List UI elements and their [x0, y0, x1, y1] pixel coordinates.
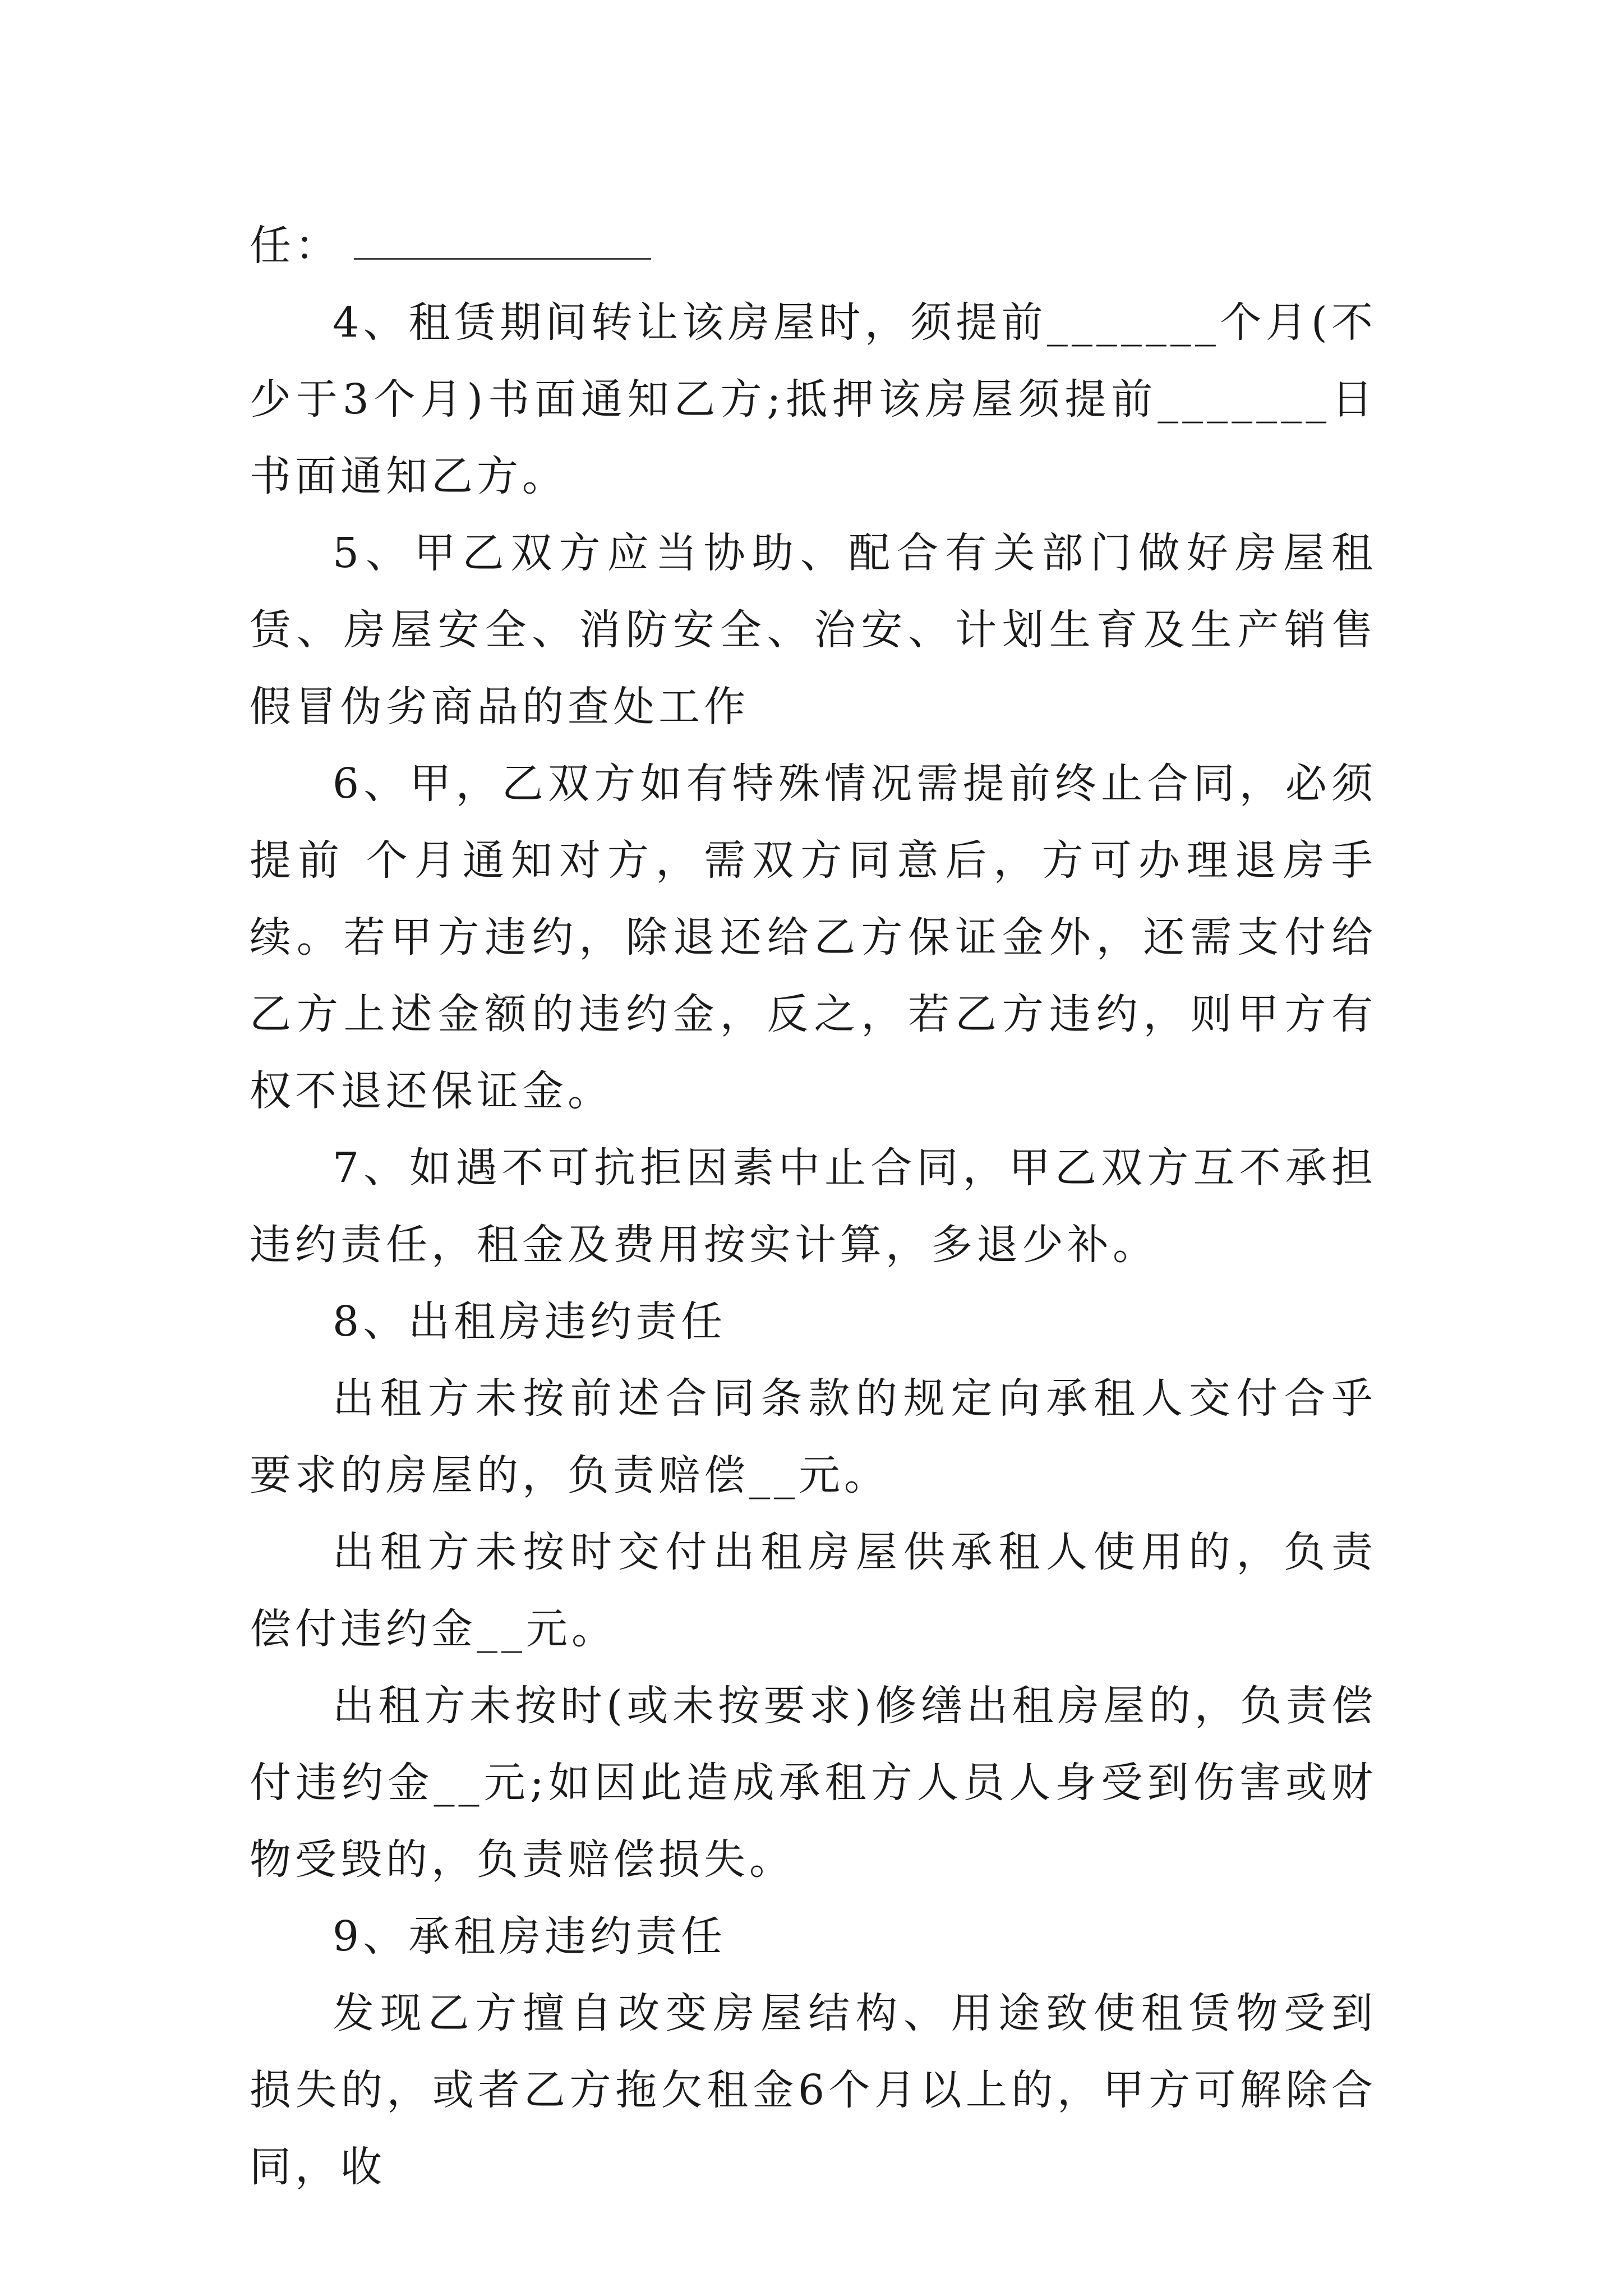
- clause-4: 4、租赁期间转让该房屋时，须提前_______个月(不少于3个月)书面通知乙方;抵押该房屋须提前_______日书面通知乙方。: [250, 298, 1377, 500]
- fill-in-blank: [354, 220, 651, 260]
- clause-8-heading: 8、出租房违约责任: [333, 1297, 727, 1346]
- clause-8-item-1: 出租方未按前述合同条款的规定向承租人交付合乎要求的房屋的，负责赔偿__元。: [250, 1374, 1377, 1499]
- clause-8-item-2: 出租方未按时交付出租房屋供承租人使用的，负责偿付违约金__元。: [250, 1528, 1377, 1653]
- clause-8-item-3: 出租方未按时(或未按要求)修缮出租房屋的，负责偿付违约金__元;如因此造成承租方人员人身受到伤害或财物受毁的，负责赔偿损失。: [250, 1682, 1377, 1884]
- continued-text: 任：: [250, 222, 340, 270]
- clause-9-heading: 9、承租房违约责任: [333, 1912, 727, 1961]
- clause-6: 6、甲，乙双方如有特殊情况需提前终止合同，必须提前 个月通知对方，需双方同意后，方可办理退房手续。若甲方违约，除退还给乙方保证金外，还需支付给乙方上述金额的违约金，反之，若乙方违约，则甲方有权不退还保证金。: [250, 760, 1377, 1115]
- continued-line: [250, 208, 1377, 284]
- clause-5: 5、甲乙双方应当协助、配合有关部门做好房屋租赁、房屋安全、消防安全、治安、计划生育及生产销售假冒伪劣商品的查处工作: [250, 529, 1377, 731]
- clause-9-item-1: 发现乙方擅自改变房屋结构、用途致使租赁物受到损失的，或者乙方拖欠租金6个月以上的，甲方可解除合同，收: [250, 1989, 1377, 2191]
- clause-7: 7、如遇不可抗拒因素中止合同，甲乙双方互不承担违约责任，租金及费用按实计算，多退少补。: [250, 1144, 1377, 1269]
- document-body: [250, 208, 1377, 2206]
